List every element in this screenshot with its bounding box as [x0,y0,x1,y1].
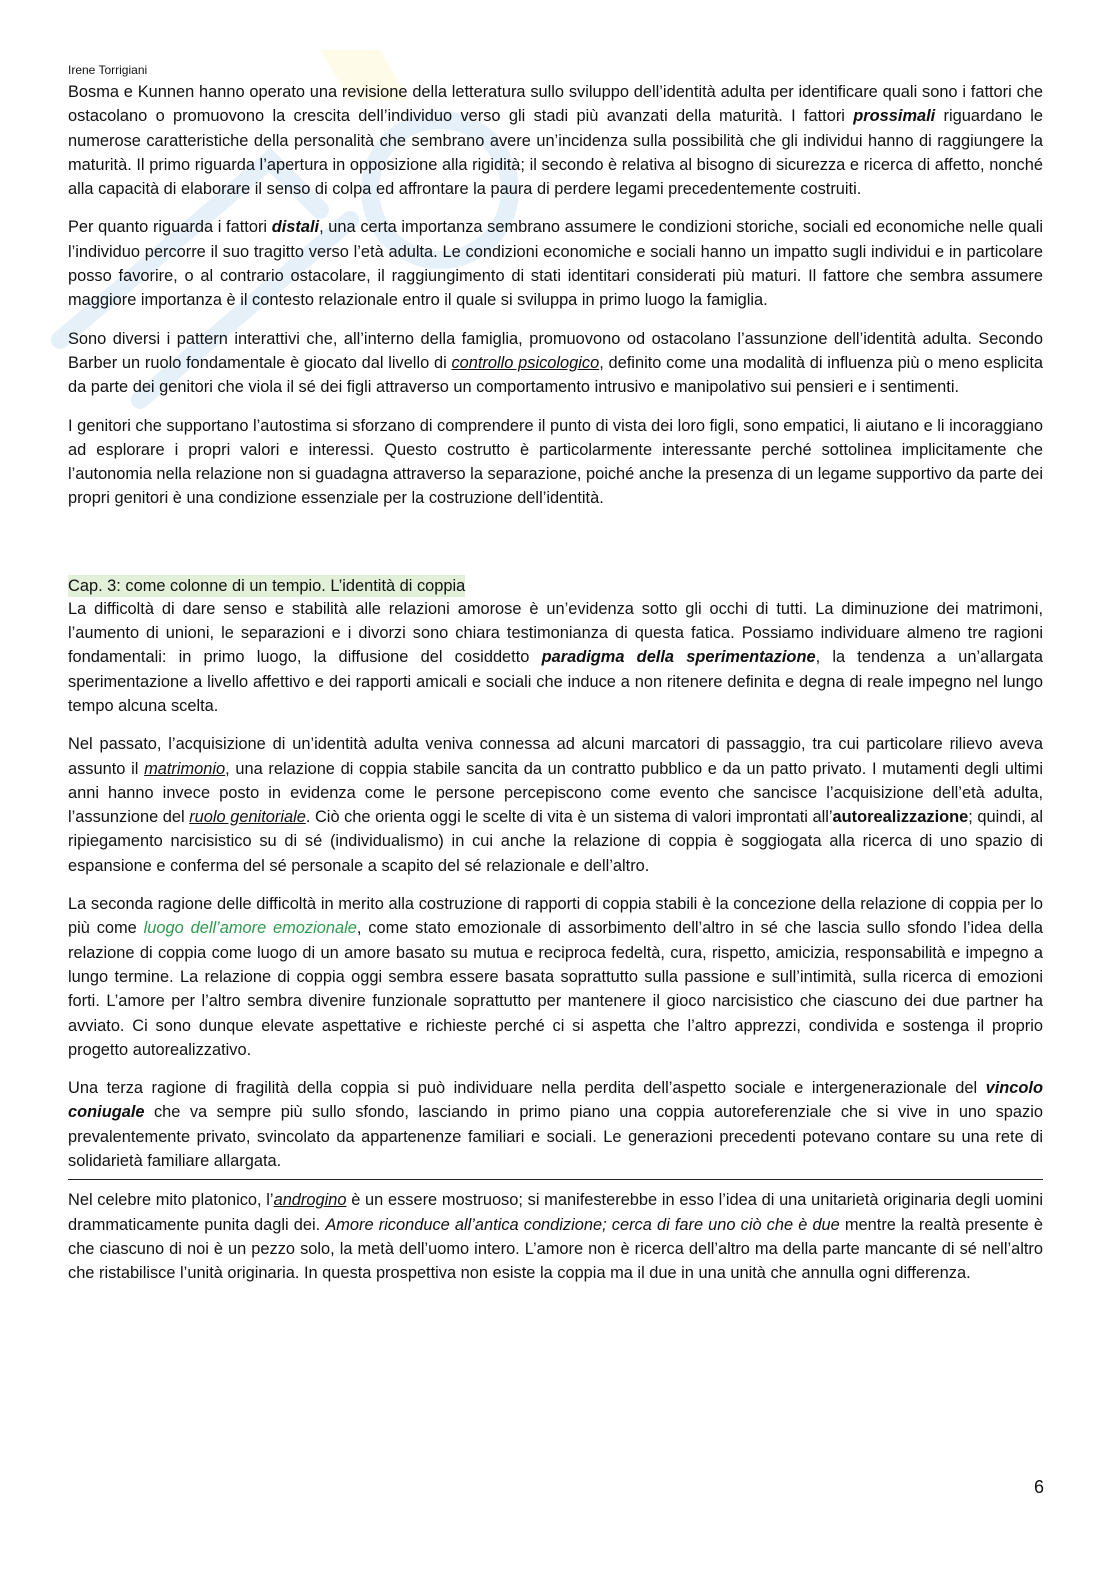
text-run: è un essere mostruoso; si manifesterebbe in esso l’idea di una unitarietà originaria degli uomini drammaticamente punita dagli dei. [68,1191,1043,1234]
paragraph-seconda-ragione [68,892,1043,1062]
paragraph-distali [68,215,1043,312]
author-header: Irene Torrigiani [68,63,148,77]
text-run: Bosma e Kunnen hanno operato una revisione della letteratura sullo sviluppo dell’identità adulta per identificare quali sono i fattori che ostacolano o promuovono la crescita dell’individuo verso gli stadi più avanzati della maturità. I fattori [68,83,1043,126]
text-run: , una relazione di coppia stabile sancita da un contratto pubblico e da un patto privato. I mutamenti degli ultimi anni hanno invece posto in evidenza come le persone percepiscono come evento che sancisce l’acquisizione dell’età adulta, l’assunzione del [68,759,1043,827]
text-run: . Ciò che orienta oggi le scelte di vita è un sistema di valori improntati all’ [305,808,833,827]
paragraph-androgino [68,1188,1043,1285]
chapter-title: Cap. 3: come colonne di un tempio. L’identità di coppia [68,576,466,595]
horizontal-rule [68,1179,1043,1180]
text-run: I genitori che supportano l’autostima si sforzano di comprendere il punto di vista dei loro figli, sono empatici, li aiutano e li incoraggiano ad esplorare i propri valori e interessi. Questo costrutto è particolarmente interessante perché sottolinea implicitamente che l’autonomia nella relazione non si guadagna attraverso la separazione, poiché anche la presenza di un legame supportivo da parte dei propri genitori è una condizione essenziale per la costruzione dell’identità. [68,416,1043,508]
text-run: Una terza ragione di fragilità della coppia si può individuare nella perdita dell’aspetto sociale e intergenerazionale del [68,1079,986,1098]
term-autorealizzazione: autorealizzazione [832,808,969,827]
term-paradigma: paradigma della sperimentazione [541,648,816,667]
term-prossimali: prossimali [853,107,936,126]
text-run: Sono diversi i pattern interattivi che, all’interno della famiglia, promuovono od ostacolano l’assunzione dell’identità adulta. Secondo Barber un ruolo fondamentale è giocato dal livello di [68,329,1043,372]
text-run: , come stato emozionale di assorbimento dell’altro in sé che lascia sullo sfondo l’idea della relazione di coppia come luogo di un amore basato su mutua e reciproca fedeltà, cura, rispetto, amicizia, responsabilità e impegno a lungo termine. La relazione di coppia oggi sembra essere basata soprattutto sulla passione e sull’intimità, sulla ricerca di emozioni forti. L’amore per l’altro sembra divenire funzionale soprattutto per mantenere il gioco narcisistico che ciascuno dei due partner ha avviato. Ci sono dunque elevate aspettative e richieste perché ci si aspetta che l’altro apprezzi, condivida e sostenga il proprio progetto autorealizzativo. [68,919,1044,1059]
page-number: 6 [1033,1477,1044,1497]
text-run: , la tendenza a un’allargata sperimentazione a livello affettivo e dei rapporti amicali e sociali che induce a non ritenere definita e degna di reale impegno nel lungo tempo alcuna scelta. [68,648,1043,715]
term-matrimonio: matrimonio [144,759,226,778]
text-run: La difficoltà di dare senso e stabilità alle relazioni amorose è un’evidenza sotto gli occhi di tutti. La diminuzione dei matrimoni, l’aumento di unioni, le separazioni e i divorzi sono chiara testimonianza di questa fatica. Possiamo individuare almeno tre ragioni fondamentali: in primo luogo, la diffusione del cosiddetto [68,599,1043,667]
text-run: , definito come una modalità di influenza più o meno esplicita da parte dei genitori che viola il sé dei figli attraverso un comportamento intrusivo e manipolativo sui pensieri e i sentimenti. [68,353,1043,397]
quote-amore: Amore riconduce all’antica condizione; cerca di fare uno ciò che è due [325,1215,840,1234]
text-run: Nel celebre mito platonico, l’ [68,1191,274,1210]
paragraph-difficolta [68,597,1043,718]
document-page [68,62,1043,1299]
paragraph-bosma [68,80,1043,201]
paragraph-passato [68,732,1043,878]
text-run: Nel passato, l’acquisizione di un’identità adulta veniva connessa ad alcuni marcatori di passaggio, tra cui particolare rilievo aveva assunto il [68,735,1043,778]
term-distali: distali [271,218,320,237]
paragraph-genitori [68,414,1043,511]
term-amore-emozionale: luogo dell’amore emozionale [143,919,357,938]
text-run: ; quindi, al ripiegamento narcisistico su di sé (individualismo) in cui anche la relazione di coppia è soggiogata alla ricerca di uno spazio di espansione e conferma del sé personale a scapito del sé relazionale e dell’altro. [68,808,1043,875]
text-run: che va sempre più sullo sfondo, lasciando in primo piano una coppia autoreferenziale che si vive in uno spazio prevalentemente privato, svincolato da appartenenze familiari e sociali. Le generazioni precedenti potevano contare su una rete di solidarietà familiare allargata. [68,1103,1043,1170]
term-androgino: androgino [273,1191,347,1210]
paragraph-pattern [68,327,1043,400]
term-controllo-psicologico: controllo psicologico [451,353,600,372]
paragraph-terza-ragione [68,1076,1043,1173]
text-run: La seconda ragione delle difficoltà in merito alla costruzione di rapporti di coppia stabili è la concezione della relazione di coppia per lo più come [68,895,1043,938]
text-run: Per quanto riguarda i fattori [68,218,272,237]
text-run: riguardano le numerose caratteristiche della personalità che sembrano avere un’incidenza sulla possibilità che gli individui hanno di raggiungere la maturità. Il primo riguarda l’apertura in opposizione alla rigidità; il secondo è relativa al bisogno di sicurezza e ricerca di affetto, nonché alla capacità di elaborare il senso di colpa ed affrontare la paura di perdere legami precedentemente costruiti. [68,107,1043,199]
text-run: , una certa importanza sembrano assumere le condizioni storiche, sociali ed economiche nelle quali l’individuo percorre il suo tragitto verso l’età adulta. Le condizioni economiche e sociali hanno un impatto sugli individui e in particolare posso favorire, o al contrario ostacolare, il raggiungimento di stati identitari considerati più maturi. Il fattore che sembra assumere maggiore importanza è il contesto relazionale entro il quale si sviluppa in primo luogo la famiglia. [68,218,1043,310]
term-vincolo-coniugale: vincolo coniugale [68,1079,1043,1122]
text-run: mentre la realtà presente è che ciascuno di noi è un pezzo solo, la metà dell’uomo intero. L’amore non è ricerca dell’altro ma della parte mancante di sé nell’altro che ristabilisce l’unità originaria. In questa prospettiva non esiste la coppia ma il due in una unità che annulla ogni differenza. [68,1215,1043,1283]
term-ruolo-genitoriale: ruolo genitoriale [189,808,306,827]
